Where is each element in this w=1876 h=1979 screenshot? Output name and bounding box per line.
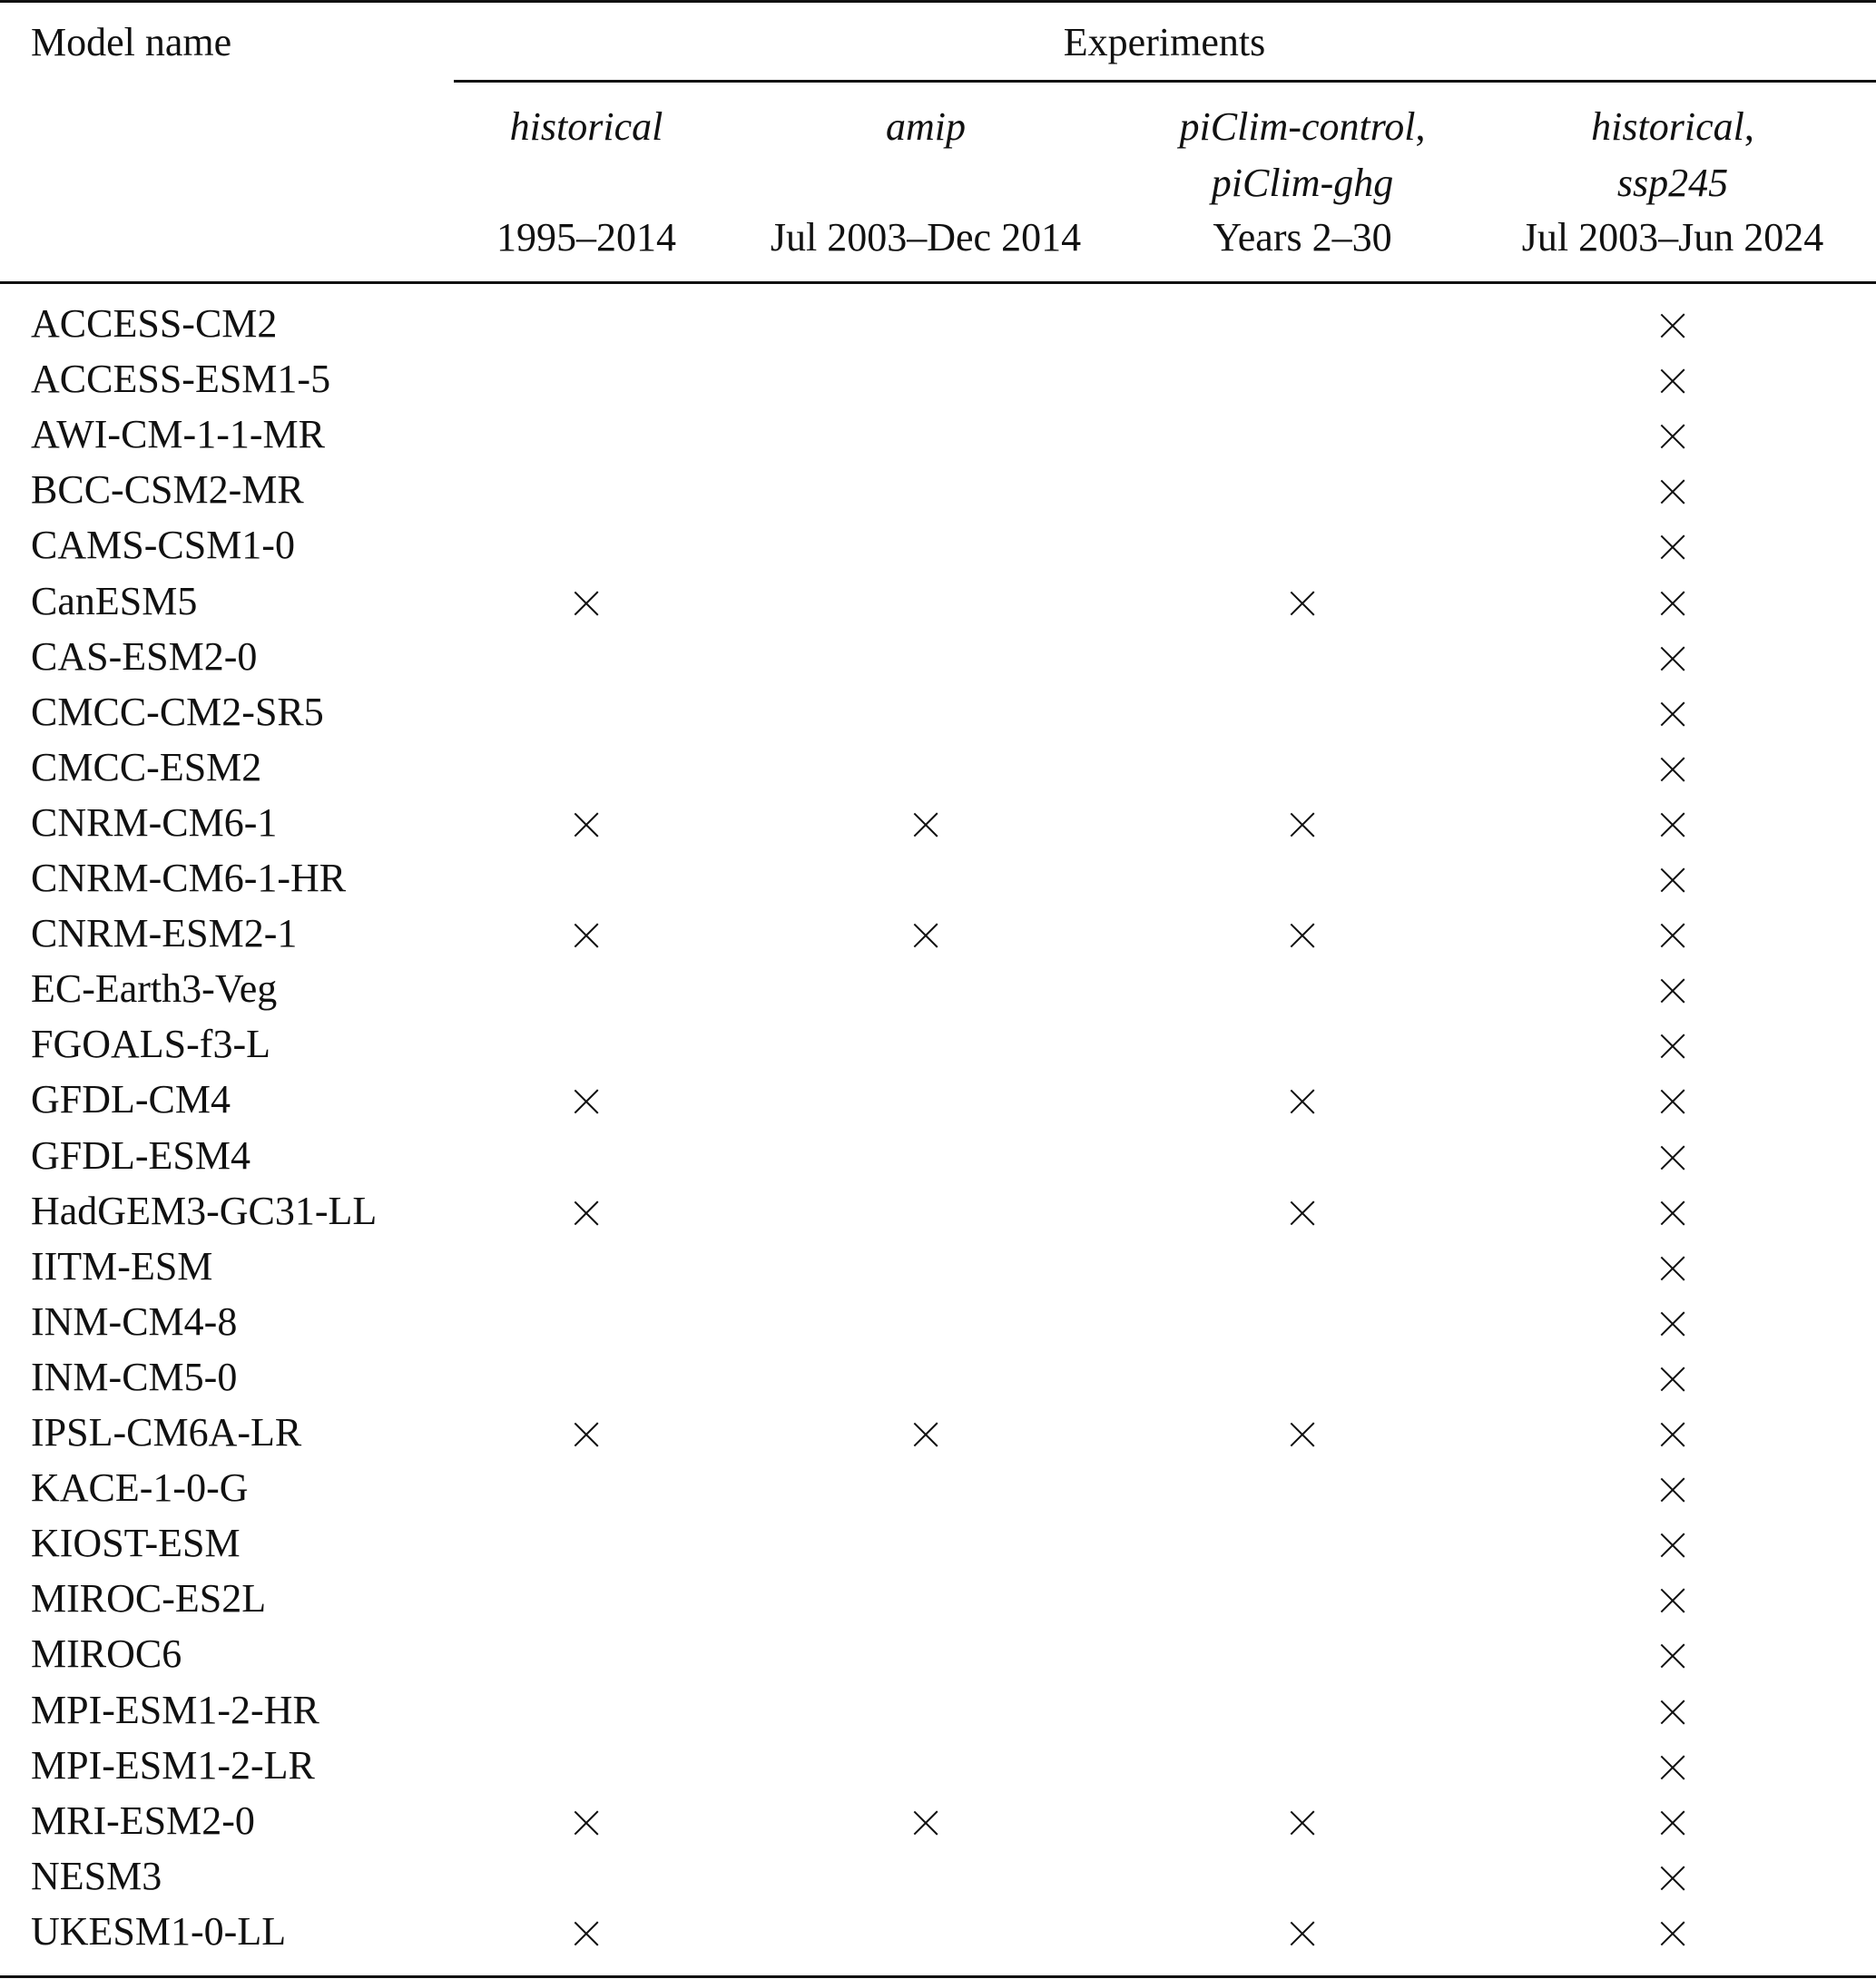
model-name-cell: CMCC-ESM2 xyxy=(31,744,262,789)
model-name-cell: NESM3 xyxy=(31,1853,162,1898)
cross-icon xyxy=(1660,1643,1685,1669)
model-name-cell: CMCC-CM2-SR5 xyxy=(31,689,324,734)
model-name-cell: IITM-ESM xyxy=(31,1243,213,1288)
cross-icon xyxy=(1660,1588,1685,1613)
cross-icon xyxy=(1660,701,1685,727)
model-name-cell: CNRM-CM6-1 xyxy=(31,799,278,845)
cross-icon xyxy=(1290,1810,1315,1836)
cross-icon xyxy=(1660,1477,1685,1503)
cross-icon xyxy=(574,1810,599,1836)
column-experiment-name xyxy=(509,104,663,149)
experiment-name-separator: , xyxy=(1743,104,1754,149)
cross-icon xyxy=(1290,1921,1315,1946)
model-name-cell: CAS-ESM2-0 xyxy=(31,633,258,679)
cross-icon xyxy=(1290,812,1315,838)
model-name-cell: INM-CM5-0 xyxy=(31,1354,238,1399)
cross-icon xyxy=(1660,1921,1685,1946)
model-name-cell: MRI-ESM2-0 xyxy=(31,1798,255,1843)
model-name-cell: CAMS-CSM1-0 xyxy=(31,523,295,568)
model-name-cell: CanESM5 xyxy=(31,578,198,623)
cross-icon xyxy=(574,1200,599,1226)
cross-icon xyxy=(913,923,938,948)
model-name-cell: IPSL-CM6A-LR xyxy=(31,1410,302,1455)
cross-icon xyxy=(574,812,599,838)
cross-icon xyxy=(574,591,599,616)
model-name-cell: MIROC6 xyxy=(31,1631,182,1677)
model-name-cell: KACE-1-0-G xyxy=(31,1465,249,1511)
cross-icon xyxy=(1290,1422,1315,1447)
cross-icon xyxy=(1660,591,1685,616)
cross-icon xyxy=(1660,1256,1685,1281)
cross-icon xyxy=(1660,1810,1685,1836)
model-name-header: Model name xyxy=(31,20,232,64)
column-experiment-name xyxy=(886,104,966,149)
column-period: Jul 2003–Dec 2014 xyxy=(770,215,1082,260)
cross-icon xyxy=(1660,1200,1685,1226)
experiments-header: Experiments xyxy=(1063,20,1266,64)
header-bottom-rule xyxy=(0,281,1876,284)
column-period: Jul 2003–Jun 2024 xyxy=(1521,215,1824,260)
model-name-cell: AWI-CM-1-1-MR xyxy=(31,412,325,457)
cross-icon xyxy=(1660,424,1685,449)
cross-icon xyxy=(1660,313,1685,338)
model-name-cell: ACCESS-ESM1-5 xyxy=(31,357,331,402)
cross-icon xyxy=(1660,534,1685,560)
experiments-underline xyxy=(454,80,1876,83)
column-period: Years 2–30 xyxy=(1213,215,1392,260)
cross-icon xyxy=(1290,1089,1315,1114)
cross-icon xyxy=(1660,1145,1685,1171)
column-period: 1995–2014 xyxy=(496,215,676,260)
cross-icon xyxy=(574,923,599,948)
bottom-rule xyxy=(0,1975,1876,1978)
top-rule xyxy=(0,0,1876,3)
column-experiment-name xyxy=(1591,104,1754,149)
experiment-name-text: historical xyxy=(1591,104,1744,149)
model-name-cell: UKESM1-0-LL xyxy=(31,1908,287,1954)
cross-icon xyxy=(913,1422,938,1447)
cross-icon xyxy=(1660,1367,1685,1392)
model-name-cell: MPI-ESM1-2-LR xyxy=(31,1742,315,1788)
model-name-cell: INM-CM4-8 xyxy=(31,1298,238,1344)
cross-icon xyxy=(1660,1700,1685,1725)
cross-icon xyxy=(913,812,938,838)
cross-icon xyxy=(574,1422,599,1447)
model-name-cell: GFDL-CM4 xyxy=(31,1077,231,1122)
cross-icon xyxy=(1660,479,1685,505)
experiment-name-text: amip xyxy=(886,104,966,149)
cross-icon xyxy=(1290,923,1315,948)
model-name-cell: CNRM-CM6-1-HR xyxy=(31,856,347,900)
experiment-name-separator: , xyxy=(1415,104,1426,149)
model-name-cell: EC-Earth3-Veg xyxy=(31,966,278,1012)
cross-icon xyxy=(1660,923,1685,948)
model-name-cell: ACCESS-CM2 xyxy=(31,301,278,346)
cross-icon xyxy=(1660,1089,1685,1114)
experiment-name-text: piClim-control xyxy=(1179,104,1416,149)
model-name-cell: GFDL-ESM4 xyxy=(31,1132,251,1178)
cross-icon xyxy=(574,1921,599,1946)
cross-icon xyxy=(1290,591,1315,616)
cross-icon xyxy=(1660,1866,1685,1891)
cross-icon xyxy=(913,1810,938,1836)
column-experiment-name-2: piClim-ghg xyxy=(1211,161,1394,205)
cross-icon xyxy=(1660,812,1685,838)
cross-icon xyxy=(1660,1422,1685,1447)
model-name-cell: KIOST-ESM xyxy=(31,1521,241,1566)
cross-icon xyxy=(1660,978,1685,1004)
model-name-cell: BCC-CSM2-MR xyxy=(31,467,304,513)
cross-icon xyxy=(1660,1533,1685,1558)
cross-icon xyxy=(1660,1311,1685,1337)
cross-icon xyxy=(1660,867,1685,893)
column-experiment-name-2: ssp245 xyxy=(1616,161,1729,205)
cross-icon xyxy=(1660,757,1685,782)
experiment-name-text: historical xyxy=(509,104,663,149)
cross-icon xyxy=(1660,1034,1685,1059)
model-name-cell: FGOALS-f3-L xyxy=(31,1022,270,1067)
cross-icon xyxy=(1660,646,1685,671)
cross-icon xyxy=(1290,1200,1315,1226)
column-experiment-name xyxy=(1179,104,1426,149)
cross-icon xyxy=(574,1089,599,1114)
cross-icon xyxy=(1660,368,1685,394)
cross-icon xyxy=(1660,1755,1685,1780)
model-name-cell: HadGEM3-GC31-LL xyxy=(31,1188,378,1233)
model-name-cell: MPI-ESM1-2-HR xyxy=(31,1687,319,1732)
model-name-cell: MIROC-ES2L xyxy=(31,1576,267,1621)
model-name-cell: CNRM-ESM2-1 xyxy=(31,911,298,956)
